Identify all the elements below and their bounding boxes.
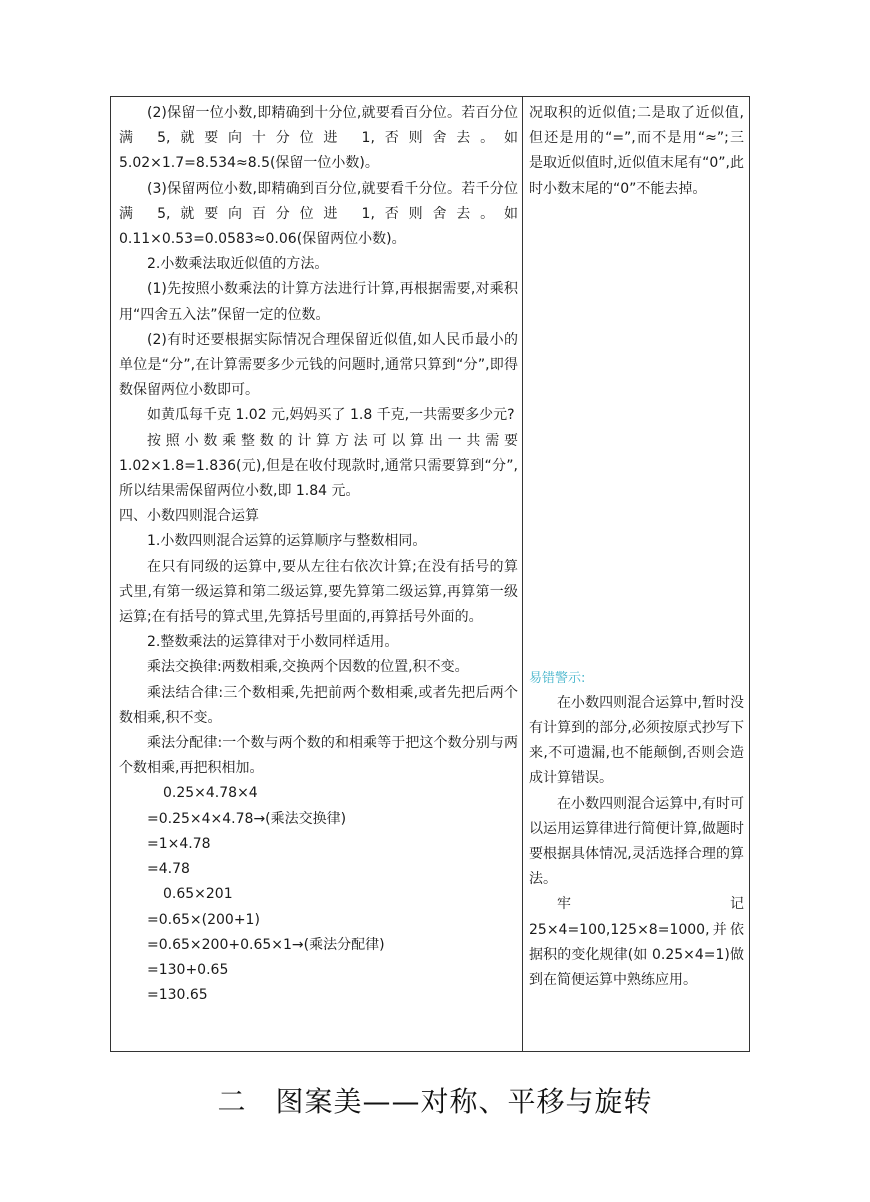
- warning-title: 易错警示:: [529, 670, 586, 686]
- math-line: 0.65×201: [163, 886, 233, 903]
- warning-paragraph-3-head: 牢 记: [557, 896, 744, 913]
- section-heading: 四、小数四则混合运算: [119, 508, 259, 525]
- paragraph: 如黄瓜每千克 1.02 元,妈妈买了 1.8 千克,一共需要多少元?: [147, 407, 515, 424]
- left-column: [111, 97, 522, 1008]
- content-table: [110, 96, 750, 1052]
- math-line: =1×4.78: [147, 835, 211, 852]
- math-line: =0.25×4×4.78→(乘法交换律): [147, 810, 347, 827]
- paragraph: 1.小数四则混合运算的运算顺序与整数相同。: [147, 533, 427, 550]
- right-column: [523, 97, 750, 993]
- paragraph: (3)保留两位小数,即精确到百分位,就要看千分位。若千分位满 5,就要向百分位进 1,否则舍去。如 0.11×0.53=0.0583≈0.06(保留两位小数)。: [119, 180, 518, 248]
- paragraph: 2.整数乘法的运算律对于小数同样适用。: [147, 634, 399, 651]
- section-title: 二 图案美——对称、平移与旋转: [217, 1085, 653, 1118]
- paragraph: (1)先按照小数乘法的计算方法进行计算,再根据需要,对乘积用“四舍五入法”保留一定的位数。: [119, 281, 518, 323]
- paragraph: 乘法结合律:三个数相乘,先把前两个数相乘,或者先把后两个数相乘,积不变。: [119, 684, 518, 726]
- math-line: =0.65×200+0.65×1→(乘法分配律): [147, 936, 385, 953]
- paragraph: 在只有同级的运算中,要从左往右依次计算;在没有括号的算式里,有第一级运算和第二级运算,要先算第二级运算,再算第一级运算;在有括号的算式里,先算括号里面的,再算括号外面的。: [119, 558, 518, 626]
- math-line: =4.78: [147, 861, 190, 878]
- math-line: =130+0.65: [147, 961, 229, 978]
- paragraph: 按照小数乘整数的计算方法可以算出一共需要1.02×1.8=1.836(元),但是在收付现款时,通常只需要算到“分”,所以结果需保留两位小数,即 1.84 元。: [119, 432, 518, 500]
- paragraph: (2)保留一位小数,即精确到十分位,就要看百分位。若百分位满 5,就要向十分位进 1,否则舍去。如 5.02×1.7=8.534≈8.5(保留一位小数)。: [119, 105, 518, 172]
- paragraph: 乘法分配律:一个数与两个数的和相乘等于把这个数分别与两个数相乘,再把积相加。: [119, 735, 518, 777]
- paragraph: 乘法交换律:两数相乘,交换两个因数的位置,积不变。: [147, 659, 469, 676]
- warning-paragraph-3-body: 25×4=100,125×8=1000,并依据积的变化规律(如 0.25×4=1)做到在简便运算中熟练应用。: [529, 921, 744, 989]
- warning-paragraph-1: 在小数四则混合运算中,暂时没有计算到的部分,必须按原式抄写下来,不可遗漏,也不能颠倒,否则会造成计算错误。: [529, 694, 744, 787]
- right-intro-text: 况取积的近似值;二是取了近似值,但还是用的“=”,而不是用“≈”;三是取近似值时,近似值末尾有“0”,此时小数末尾的“0”不能去掉。: [529, 105, 744, 197]
- right-spacer: [529, 202, 744, 666]
- math-line: =130.65: [147, 987, 208, 1004]
- warning-paragraph-2: 在小数四则混合运算中,有时可以运用运算律进行简便计算,做题时要根据具体情况,灵活选择合理的算法。: [529, 795, 744, 888]
- paragraph: (2)有时还要根据实际情况合理保留近似值,如人民币最小的单位是“分”,在计算需要多少元钱的问题时,通常只算到“分”,即得数保留两位小数即可。: [119, 331, 518, 399]
- math-line: =0.65×(200+1): [147, 911, 260, 928]
- paragraph: 2.小数乘法取近似值的方法。: [147, 256, 329, 273]
- math-line: 0.25×4.78×4: [163, 785, 258, 802]
